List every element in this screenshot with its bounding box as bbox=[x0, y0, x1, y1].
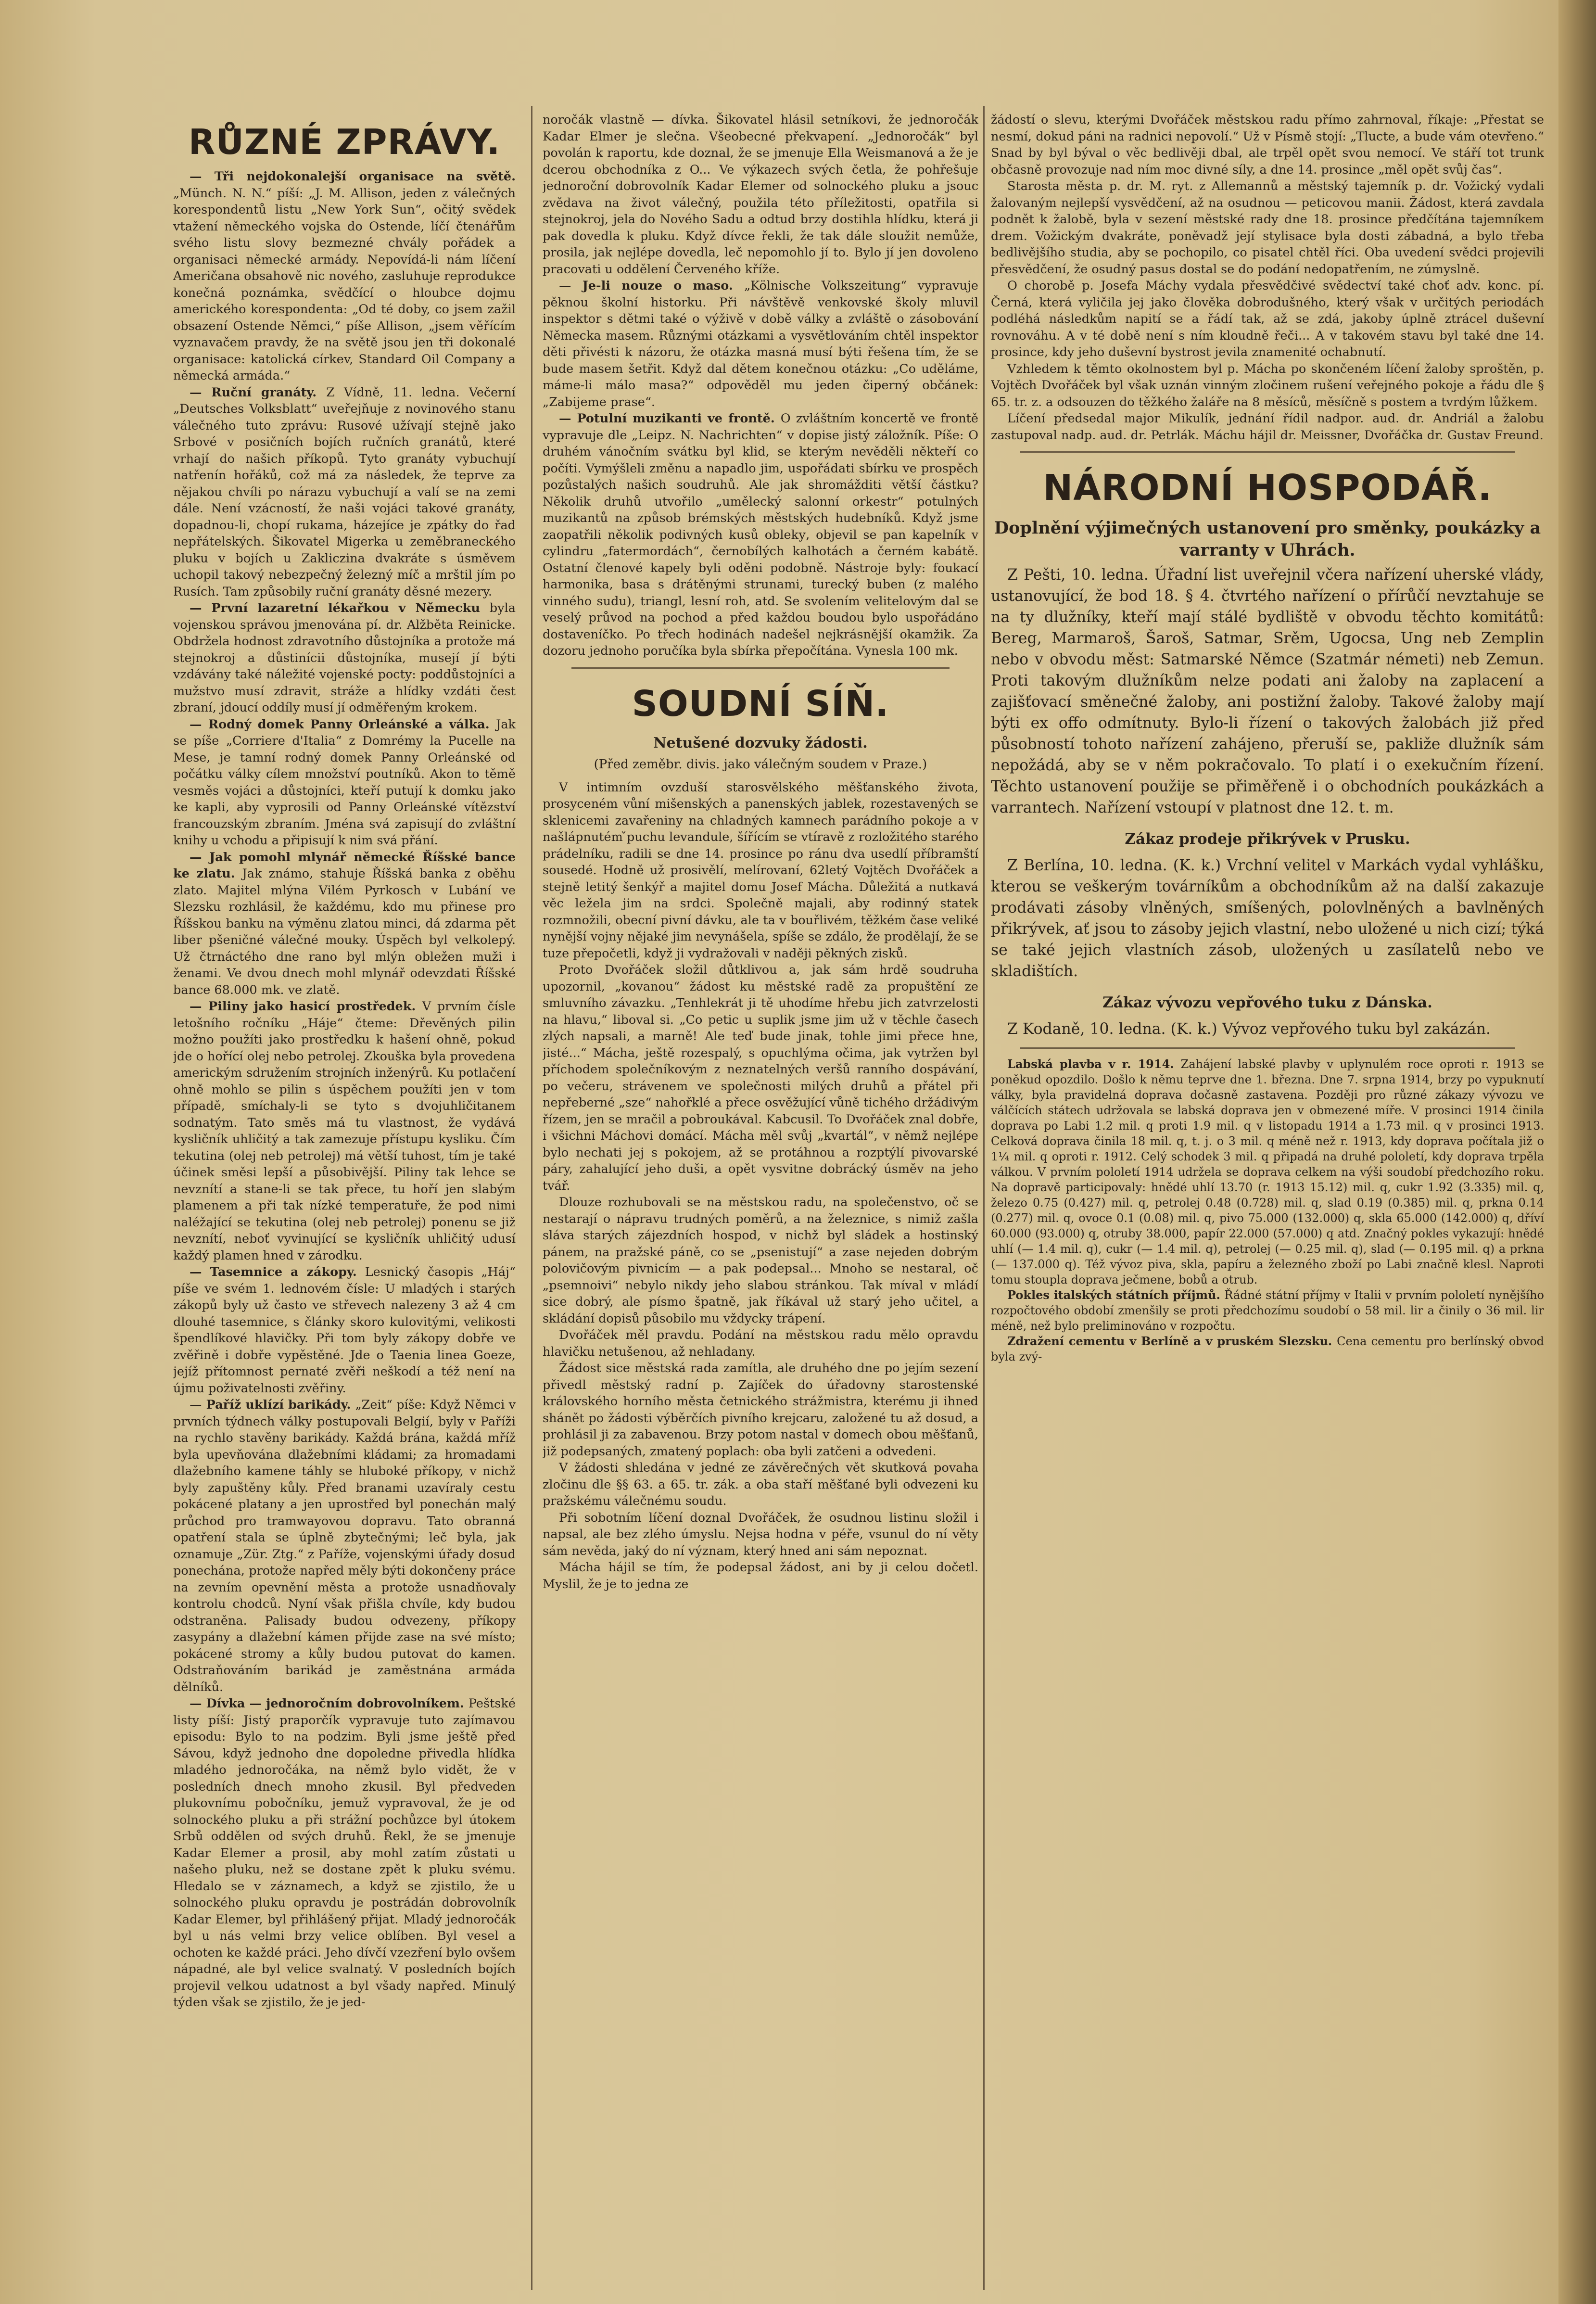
article-title-doplneni: Doplnění výjimečných ustanovení pro směnky, poukázky a varranty v Uhrách. bbox=[994, 518, 1541, 560]
column-1 bbox=[173, 111, 516, 2285]
column-rule bbox=[531, 106, 532, 2290]
article-cement: Zdražení cementu v Berlíně a v pruském Slezsku. Cena cementu pro berlínský obvod byla zvý- bbox=[991, 1334, 1544, 1363]
page-binding-edge bbox=[1558, 0, 1596, 2304]
section-heading-soudni-sin: SOUDNÍ SÍŇ. bbox=[632, 683, 889, 725]
court-paragraph-6: V žádosti shledána v jedné ze závěrečných vět skutková povaha zločinu dle §§ 63. a 65. tr. zák. a oba staří měšťané byli odvezeni ku pražskému válečnému soudu. bbox=[543, 1461, 978, 1508]
article-jelinonze: — Je-li nouze o maso. „Kölnische Volkszeitung“ vypravuje pěknou školní historku. Při návštěvě venkovské školy mluvil inspektor s dětmi také o výživě v době války a zvláště o zásobování Německa masem. Různými otázkami a vysvětlováním chtěl inspektor děti přivésti k názoru, že otázka masná musí býti řešena tím, že se bude masem šetřit. Když dal dětem konečnou otázku: „Co uděláme, máme-li málo masa?“ odpověděl mu jeden čiperný občánek: „Zabijeme prase“. bbox=[543, 279, 978, 409]
article-title-zakaz-prikryvek: Zákaz prodeje přikrývek v Prusku. bbox=[1125, 830, 1410, 848]
article-title-netusene: Netušené dozvuky žádosti. bbox=[653, 734, 868, 751]
court-paragraph-3: Dlouze rozhubovali se na městskou radu, na společenstvo, oč se nestarají o nápravu trudných poměrů, a na železnice, s nimiž zašla sláva starých zájezdních hospod, v nichž byl sládek a hostinský pánem, na pražské páně, co se „psenistují“ a zase nejeden dobrým polovičovým pivnicím — a pak podepsal... Mnoho se nestaral, oč „psemnoivi“ nebylo nikdy jeho slabou stránkou. Tak míval v mládí sice dobrý, ale písmo špatně, jak říkával už starý jeho učitel, a skládání dopisů působilo mu vždycky trápení. bbox=[543, 1195, 978, 1326]
article-doplneni: Z Pešti, 10. ledna. Úřadní list uveřejnil včera nařízení uherské vlády, ustanovující, že bod 18. § 4. čtvrtého nařízení o přírůčí nevztahuje se na ty dlužníky, kteří mají stálé bydliště v obvodu těchto komitátů: Bereg, Marmaroš, Šaroš, Satmar, Srěm, Ugocsa, Ung neb Zemplin nebo v obvodu měst: Satmarské Němce (Szatmár németi) neb Zemun. Proti takovým dlužníkům nelze podati ani žaloby na zaplacení a zajišťovací směnečné žaloby, ani postižní žaloby. Takové žaloby mají býti ex offo odmítnuty. Bylo-li řízení o takových žalobách již před působností tohoto nařízení zahájeno, přeruší se, pakliže dlužník sám nepožádá, aby se v něm pokračovalo. To platí i o exekučním řízení. Těchto ustanovení použije se přiměřeně i o obchodních poukázkách a varrantech. Nařízení vstoupí v platnost dne 12. t. m. bbox=[991, 566, 1544, 816]
article-vyvoz-tuku: Z Kodaně, 10. ledna. (K. k.) Vývoz vepřového tuku byl zakázán. bbox=[1007, 1020, 1491, 1038]
separator bbox=[571, 667, 950, 669]
article-rucni-granaty: — Ruční granáty. Z Vídně, 11. ledna. Večerní „Deutsches Volksblatt“ uveřejňuje z novinového stanu válečného tuto zprávu: Rusové užívají stejně jako Srbové v posičních bojích ručních granátů, které vrhají do našich příkopů. Tyto granáty vybuchují natřenín hořáků, což má za následek, že teprve za nějakou chvíli po nárazu vybuchují a valí se na zemi dále. Není vzácností, že naši vojáci takové granáty, dopadnou-li, chopí rukama, házejíce je zpátky do řad nepřátelských. Šikovatel Migerka u zeměbraneckého pluku v bojích u Zakliczina dvakráte s úsměvem uchopil takový nebezpečný železný míč a mrštil jím po Rusích. Tam způsobily ruční granáty děsné mezery. bbox=[173, 385, 516, 599]
column-2 bbox=[543, 112, 978, 2286]
article-labska-plavba: Labská plavba v r. 1914. Zahájení labské plavby v uplynulém roce oproti r. 1913 se poněkud opozdilo. Došlo k němu teprve dne 1. března. Dne 7. srpna 1914, brzy po vypuknutí války, byla pravidelná doprava dočasně zastavena. Později pro různé zákazy vývozu ve válčících státech udržovala se labská doprava jen v obmezené míře. V prosinci 1914 činila doprava po Labi 1.2 mil. q proti 1.9 mil. q v listopadu 1914 a 1.73 mil. q v prosinci 1913. Celková doprava činila 18 mil. q, t. j. o 3 mil. q méně než r. 1913, kdy doprava počítala již o 1¼ mil. q oproti r. 1912. Celý schodek 3 mil. q připadá na druhé pololetí, kdy doprava trpěla válkou. V prvním pololetí 1914 udržela se doprava celkem na výši soudobí předchozího roku. Na dopravě participovaly: hnědé uhlí 13.70 (r. 1913 15.12) mil. q, cukr 1.92 (3.335) mil. q, železo 0.75 (0.427) mil. q, petrolej 0.48 (0.728) mil. q, slad 0.19 (0.385) mil. q, prkna 0.14 (0.277) mil. q, ovoce 0.1 (0.08) mil. q, pivo 75.000 (132.000) q, skla 65.000 (142.000) q, dříví 60.000 (93.000) q, otruby 38.000, papír 22.000 (57.000) q atd. Značný pokles vykazují: hnědé uhlí (— 1.4 mil. q), cukr (— 1.4 mil. q), petrolej (— 0.25 mil. q), slad (— 0.195 mil. q) a prkna (— 137.000 q). Též vývoz piva, skla, papíru a železného zboží po Labi značně klesl. Naproti tomu stoupla doprava ječmene, bobů a otrub. bbox=[991, 1057, 1544, 1286]
article-piliny: — Piliny jako hasicí prostředek. V prvním čísle letošního ročníku „Háje“ čteme: Dřevěných pilin možno použíti jako prostředku k hašení ohně, pokud jde o hořící olej nebo petrolej. Zkouška byla provedena americkým sdružením strojních inženýrů. Ku potlačení ohně mohlo se pilin s úspěchem použíti jen v tom případě, smíchaly-li se tyto s dvojuhličitanem sodnatým. Tato směs má tu vlastnost, že vydává kysličník uhličitý a tak zamezuje přístupu kysliku. Čím tekutina (olej neb petrolej) má větší tuhost, tím je také účinek směsi lepší a působivější. Piliny tak lehce se nevznítí a stane-li se tak přece, tu hoří jen slabým plamenem a při tak nízké temperatuře, že pod nimi naléžající se tekutina (olej neb petrolej) ponenu se již nevznítí, neboť vyvinující se kysličník uhličitý udusí každý plamen hned v zárodku. bbox=[173, 999, 516, 1263]
court-paragraph-5: Žádost sice městská rada zamítla, ale druhého dne po jejím sezení přivedl městský radní p. Zajíček do úřadovny starostenské královského horního města četnického strážmistra, kterému ji ihned shánět po žádosti výběrčích pivního krejcaru, založené tu až dosud, a prohlásil ji za zabavenou. Brzy potom nastal v domech obou měšťanů, již podepsaných, zmatený poplach: oba byli zatčeni a odvedeni. bbox=[543, 1361, 978, 1459]
column-rule bbox=[983, 106, 985, 2290]
court-paragraph-4: Dvořáček měl pravdu. Podání na městskou radu mělo opravdu hlavičku netušenou, až nehladany. bbox=[543, 1328, 978, 1359]
court-paragraph-10: O chorobě p. Josefa Máchy vydala přesvědčivé svědectví také choť adv. konc. pí. Černá, která vyličila jej jako člověka dobrodušného, který však v určitých periodách podléhá následkům napití se a řádí tak, až se zdá, jakoby úplně ztrácel duševní rovnováhu. A v té době není s ním kloudně řeči... A v takovém stavu byl také dne 14. prosince, kdy jeho duševní bystrost jevila znamenité ochabnutí. bbox=[991, 279, 1544, 359]
article-divka: — Dívka — jednoročním dobrovolníkem. Peštské listy píší: Jistý praporčík vypravuje tuto zajímavou episodu: Bylo to na podzim. Byli jsme ještě před Sávou, když jednoho dne dopoledne přivedla hlídka mladého jednoročáka, na němž bylo vidět, že v posledních dnech mnoho zkusil. Byl předveden plukovnímu pobočníku, jemuž vypravoval, že je od solnockého pluku a při strážní pochůzce byl útokem Srbů oddělen od svých druhů. Řekl, že se jmenuje Kadar Elemer a prosil, aby mohl zatím zůstati u našeho pluku, než se dostane zpět k pluku svému. Hledalo se v záznamech, a když se zjistilo, že u solnockého pluku opravdu je postrádán dobrovolník Kadar Elemer, byl přihlášený přijat. Mladý jednoročák byl u nás velmi brzy velice oblíben. Byl vesel a ochoten ke každé práci. Jeho dívčí vzezření bylo ovšem nápadné, ale byl velice svalnatý. V posledních bojích projevil velkou udatnost a byl všady napřed. Minulý týden však se zjistilo, že je jed- bbox=[173, 1696, 516, 2010]
separator bbox=[1020, 451, 1515, 453]
article-divka-continued: noročák vlastně — dívka. Šikovatel hlásil setníkovi, že jednoročák Kadar Elmer je slečna. Všeobecné překvapení. „Jednoročák“ byl povolán k raportu, kde doznal, že se jmenuje Ella Weismanová a že je dcerou obchodníka z O... Ve výkazech svých četla, že pohřešuje jednoroční dobrovolník Kadar Elemer od solnockého pluku a jsouc zvědava na život válečný, použila této příležitosti, opatřila si stejnokroj, jela do Nového Sadu a odtud brzy dostihla hlídku, která ji pak dovedla k pluku. Když dívce řekli, že tak dále sloužit nemůže, prosila, jak nejlépe dovedla, leč nepomohlo jí to. Bylo jí jen dovoleno pracovati u oddělení Červeného kříže. bbox=[543, 113, 978, 277]
article-tasemnice: — Tasemnice a zákopy. Lesnický časopis „Háj“ píše ve svém 1. lednovém čísle: U mladých i starých zákopů byly už často ve střevech nalezeny 3 až 4 cm dlouhé tasemnice, s články skoro kulovitými, velikosti špendlíkové hlavičky. Při tom byly zákopy dobře ve zvěřině i dobře vypěstěné. Jde o Taenia linea Goeze, jejíž přítomnost pernaté zvěři neškodí a též není na újmu poživatelnosti zvěřiny. bbox=[173, 1265, 516, 1396]
article-source-line: (Před zeměbr. divis. jako válečným soudem v Praze.) bbox=[594, 757, 927, 772]
section-heading-ruzne-zpravy: RŮZNÉ ZPRÁVY. bbox=[188, 122, 501, 162]
court-paragraph-7: Při sobotním líčení doznal Dvořáček, že osudnou listinu složil i napsal, ale bez zlého úmyslu. Nejsa hodna v péře, vsunul do ní věty sám nevěda, jaký do ní význam, který hned ani sám nepoznat. bbox=[543, 1510, 978, 1558]
article-lekarkou: — První lazaretní lékařkou v Německu byla vojenskou správou jmenována pí. dr. Alžběta Reinicke. Obdržela hodnost zdravotního důstojníka a protože má stejnokroj a důstinícii důstojníka, musejí jí býti vzdávány také náležité vojenské pocty: poddůstojníci a mužstvo musí zdravit, stráže a hlídky vzdáti čest zbraní, jdoucí oddíly musí jí odměřeným krokem. bbox=[173, 601, 516, 715]
article-domek: — Rodný domek Panny Orleánské a válka. Jak se píše „Corriere d'Italia“ z Domrémy la Pucelle na Mese, je tamní rodný domek Panny Orleánské od počátku války cílem množství poutníků. Akon to těmě vesměs vojáci a důstojníci, kteří putují k domku jako ke kapli, aby vyprosili od Panny Orleánské vítězství francouzským zbraním. Jména svá zapisují do zvláštní knihy u vchodu a připisují k nim svá přání. bbox=[173, 717, 516, 848]
court-paragraph-12: Líčení předsedal major Mikulík, jednání řídil nadpor. aud. dr. Andriál a žalobu zastupoval nadp. aud. dr. Petrlák. Máchu hájil dr. Meissner, Dvořáčka dr. Gustav Freund. bbox=[991, 411, 1544, 443]
article-zakaz-prikryvek: Z Berlína, 10. ledna. (K. k.) Vrchní velitel v Markách vydal vyhlášku, kterou se veškerým továrníkům a obchodníkům až na další zakazuje prodávati zásoby vlněných, smíšených, polovlněných a bavlněných přikrývek, ať jsou to zásoby jejich vlastní, nebo uložené u nich cizí; týká se také jejich vlastních zásob, uložených u zasílatelů nebo ve skladištích. bbox=[991, 857, 1544, 980]
article-pokles-prijmu: Pokles italských státních příjmů. Řádné státní příjmy v Italii v prvním pololetí nynějšího rozpočtového období zmenšily se proti předchozímu soudobí o 58 mil. lir a činily o 36 mil. lir méně, než bylo preliminováno v rozpočtu. bbox=[991, 1288, 1544, 1333]
separator bbox=[1020, 1047, 1515, 1049]
section-heading-narodni-hospodar: NÁRODNÍ HOSPODÁŘ. bbox=[1043, 467, 1492, 509]
court-paragraph-8: Mácha hájil se tím, že podepsal žádost, ani by ji celou dočetl. Myslil, že je to jedna ze bbox=[543, 1560, 978, 1591]
article-allison: — Tři nejdokonalejší organisace na světě. „Münch. N. N.“ píší: „J. M. Allison, jeden z válečných korespondentů listu „New York Sun“, očitý svědek vtažení německého vojska do Ostende, líčí čtenářům svého listu slovy bezmezné chvály pořádek a organisaci německé armády. Nepovídá-li nám líčení Američana obsahově nic nového, zasluhuje reprodukce konečná poznámka, svědčící o hloubce dojmu amerického korespondenta: „Od té doby, co jsem zažil obsazení Ostende Němci,“ píše Allison, „jsem věřícím vyznavačem pravdy, že na světě jsou jen tři dokonalé organisace: katolická církev, Standard Oil Company a německá armáda.“ bbox=[173, 169, 516, 383]
court-paragraph-1: V intimním ovzduší starosvělského měšťanského života, prosyceném vůní mišenských a panenských jablek, rozestavených se sklenicemi zavařeniny na chladných kamnech parádního pokoje a v našlápnutém ̌puchu levandule, šířícím se vtíravě z rozložitého starého prádelníku, radili se dne 14. prosince po ránu dva usedlí příbramští sousedé. Hodně už prosivělí, melírovaní, 62letý Vojtěch Dvořáček a stejně letitý šenkýř a majitel domu Josef Mácha. Důležitá a nutkavá věc ležela jim na srdci. Společně majali, aby rodinný statek rozmnožili, obecní pivní dávku, ale ta v bouřlivém, těžkém čase veliké nynější vojny nějaké jim nevynášela, spíše se zdálo, že prodělají, že se tuze přepočetli, když ji vydražovali v naději pěkných zisků. bbox=[543, 780, 978, 961]
court-paragraph-9: Starosta města p. dr. M. ryt. z Allemannů a městský tajemník p. dr. Vožický vydali žalovaným nejlepší vysvědčení, až na osudnou — peticovou manii. Žádost, která zavdala podnět k žalobě, byla v sezení městské rady dne 18. prosince předčítána tajemníkem drem. Vožickým dvakráte, poněvadž její stylisace byla dosti zábadná, a bylo třeba bedlivějšího studia, aby se pochopilo, co pisatel chtěl říci. Oba uvedení svědci projevili přesvědčení, že osudný pasus dostal se do podání nedopatřením, ne zúmyslně. bbox=[991, 179, 1544, 277]
column-3 bbox=[991, 112, 1544, 2286]
article-muzikanti: — Potulní muzikanti ve frontě. O zvláštním koncertě ve frontě vypravuje dle „Leipz. N. Nachrichten“ v dopise jistý záložník. Píše: O druhém vánočním svátku byl klid, se kterým nevěděli někteří co počíti. Vymýšleli změnu a napadlo jim, uspořádati sbírku ve prospěch pozůstalých našich soudruhů. Ale jak shromážditi větší částku? Několik druhů utvořilo „umělecký salonní orkestr“ potulných muzikantů na způsob brémských městských hudebníků. Když jsme zaopatřili několik podivných kusů oblekу, objevil se pan kapelník v cylindru „fatermordách“, černobílých kalhotách a černém kabátě. Ostatní členové kapely byli oděni podobně. Nástroje byly: foukací harmonika, basa s drátěnými strunami, turecký buben (z malého vinného sudu), triangl, lesní roh, atd. Se svolením velitelovým dal se veselý průvod na pochod a před každou boudou bylo uspořádáno dostaveníčko. Po třech hodinách nadešel nejkrásnější okamžik. Za dozoru jednoho poručíka byla sbírka přepočítána. Vynesla 100 mk. bbox=[543, 411, 978, 658]
article-title-vyvoz-tuku: Zákaz vývozu vepřového tuku z Dánska. bbox=[1102, 994, 1432, 1011]
court-continued: žádostí o slevu, kterými Dvořáček městskou radu přímo zahrnoval, říkaje: „Přestat se nesmí, dokud páni na radnici nepovolí.“ Už v Písmě stojí: „Tlucte, a bude vám otevřeno.“ Snad by byl býval o věc bedlivěji dbal, ale trpěl opět svou nemocí. Ve stáří tot trunk občasně provozuje nad ním moc divné síly, a dne 14. prosince „měl opět svůj čas“. bbox=[991, 113, 1544, 177]
article-pariz: — Paříž uklízí barikády. „Zeit“ píše: Když Němci v prvních týdnech války postupovali Belgií, byly v Paříži na rychlo stavěny barikády. Každá brána, každá mříž byla upevňována dlažebními kládami; za hromadami dlažebního kamene táhly se hluboké příkopy, v nichž byly zapuštěny kůly. Před branami uzavíraly cestu pokácené platany a jen uprostřed byl ponechán malý průchod pro tramwayovou dopravu. Tato obranná opatření stala se úplně zbytečnými; leč byla, jak oznamuje „Zür. Ztg.“ z Paříže, vojenskými úřady dosud ponechána, protože napřed měly býti dokončeny práce na zevním opevnění města a protože usnadňovaly kontrolu chodců. Nyní však přišla chvíle, kdy budou odstraněna. Palisady budou odvezeny, příkopy zasypány a dlažební kámen přijde zase na své místo; pokácené stromy a kůly budou putovat do kamen. Odstraňováním barikád je zaměstnána armáda dělníků. bbox=[173, 1398, 516, 1694]
court-paragraph-2: Proto Dvořáček složil důtklivou a, jak sám hrdě soudruha upozornil, „kovanou“ žádost ku městské radě za propuštění ze smluvního závazku. „Tenhlekrát ji tě uhodíme hřebu jich zatvrzelosti na hlavu,“ liboval si. „Co petic u suplik jsme jim už v těchle časech zlých napsali, a marně! Ale teď bude jinak, tohle jimi přece hne, jisté...“ Mácha, ještě rozespalý, s opuchlýma očima, jak vytržen byl příchodem společníkovým z neznatelných veršů ranního dospávání, po večeru, strávenem ve společnosti milých druhů a přátel při nepřeberné „sze“ nahořklé a přece osvěžující vůně tichého držádivým řízem, jen se mračil a pobroukával. Kabcusil. To Dvořáček znal dobře, i všichni Máchovi domácí. Mácha měl svůj „kvartál“, v němž nejlépe bylo nechati jej s pokojem, až se protáhnou a rozptýlí pivovarské páry, zahalující jeho duši, a opět vysvitne dobrácký úsměv na jeho tvář. bbox=[543, 963, 978, 1193]
court-paragraph-11: Vzhledem k těmto okolnostem byl p. Mácha po skončeném líčení žaloby sproštěn, p. Vojtěch Dvořáček byl však uznán vinným zločinem rušení veřejného pokoje a řádu dle § 65. tr. z. a odsouzen do těžkého žaláře na 8 měsíců, měsíčně s postem a tvrdým lůžkem. bbox=[991, 361, 1544, 409]
article-mlynar: — Jak pomohl mlynář německé Říšské bance ke zlatu. Jak známo, stahuje Říšská banka z oběhu zlato. Majitel mlýna Vilém Pyrkosch v Lubání ve Slezsku rozhlásil, že každému, kdo mu přinese pro Říšskou banku na výměnu zlatou minci, dá zdarma pět liber pšeničné válečné mouky. Úspěch byl velkolepý. Už čtrnáctého dne rano byl mlýn obležen muži i ženami. Ve dvou dnech mohl mlynář odevzdati Říšské bance 68.000 mk. ve zlatě. bbox=[173, 850, 516, 997]
